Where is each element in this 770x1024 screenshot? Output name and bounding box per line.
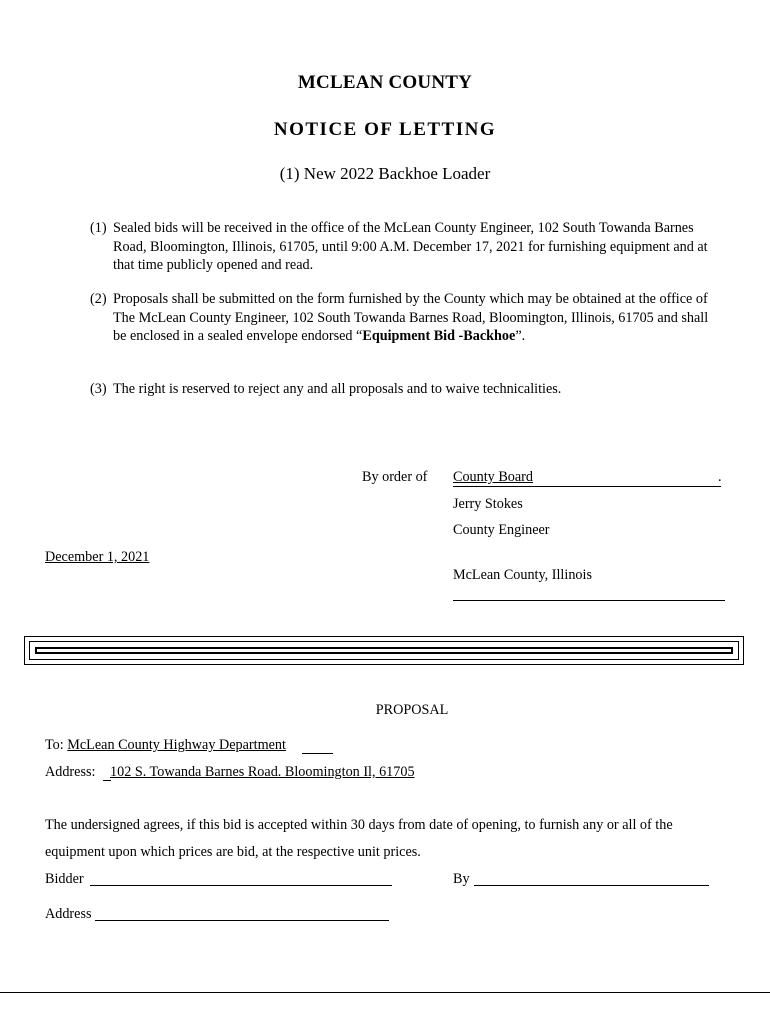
address-line [45,764,95,781]
paragraph-1 [90,219,720,275]
to-value: McLean County Highway Department [67,737,286,753]
paragraph-text [113,290,720,346]
by-field[interactable] [474,885,709,886]
paragraph-text: Sealed bids will be received in the office of the McLean County Engineer, 102 South Towanda Barnes Road, Bloomington, Illinois, 61705, until 9:00 A.M. December 17, 2021 for furnishing equipment and at that time publicly opened and read. [113,220,708,273]
paragraph-text-end: ”. [515,328,526,344]
county-title: MCLEAN COUNTY [297,72,473,93]
envelope-endorsement: Equipment Bid -Backhoe [362,328,516,344]
by-order-underline [453,486,721,487]
paragraph-number: (3) [90,381,107,397]
paragraph-number: (2) [90,291,107,307]
engineer-title: County Engineer [453,522,550,538]
notice-title: NOTICE OF LETTING [273,119,497,140]
bidder-address-field[interactable] [95,920,389,921]
paragraph-2 [90,290,720,346]
address-value: 102 S. Towanda Barnes Road. Bloomington Il, 61705 [110,764,415,780]
engineer-name: Jerry Stokes [453,496,523,512]
paragraph-number: (1) [90,220,107,236]
bidder-field[interactable] [90,885,392,886]
by-order-period: . [718,469,722,485]
bidder-label: Bidder [45,871,84,887]
item-subtitle: (1) New 2022 Backhoe Loader [279,164,491,183]
bidder-address-label: Address [45,906,92,922]
address-underline-lead [103,780,111,781]
to-label: To: [45,737,64,753]
county-location: McLean County, Illinois [453,567,592,583]
by-label: By [453,871,470,887]
signature-line [453,600,725,601]
to-line [45,737,316,754]
paragraph-text: The right is reserved to reject any and all proposals and to waive technicalities. [113,381,562,397]
by-order-label: By order of [362,469,428,485]
by-order-text: County Board [453,469,533,485]
paragraph-text-start: Proposals shall be submitted on the form furnished by the County which may be obtained at the office of The McLean County Engineer, 102 South Towanda Barnes Road, Bloomington, Illinois, 61705 and shall be enclosed in a sealed envelope endorsed “ [113,291,709,344]
paragraph-3 [90,380,720,399]
agreement-line-2: equipment upon which prices are bid, at the respective unit prices. [45,844,421,860]
address-label: Address: [45,764,96,780]
page-bottom-rule [0,992,770,993]
proposal-heading: PROPOSAL [375,702,449,718]
to-underline-tail [302,753,333,754]
section-divider [24,636,744,665]
agreement-line-1: The undersigned agrees, if this bid is accepted within 30 days from date of opening, to furnish any or all of the [45,817,673,833]
notice-date: December 1, 2021 [45,549,150,565]
by-order-value [453,469,721,486]
